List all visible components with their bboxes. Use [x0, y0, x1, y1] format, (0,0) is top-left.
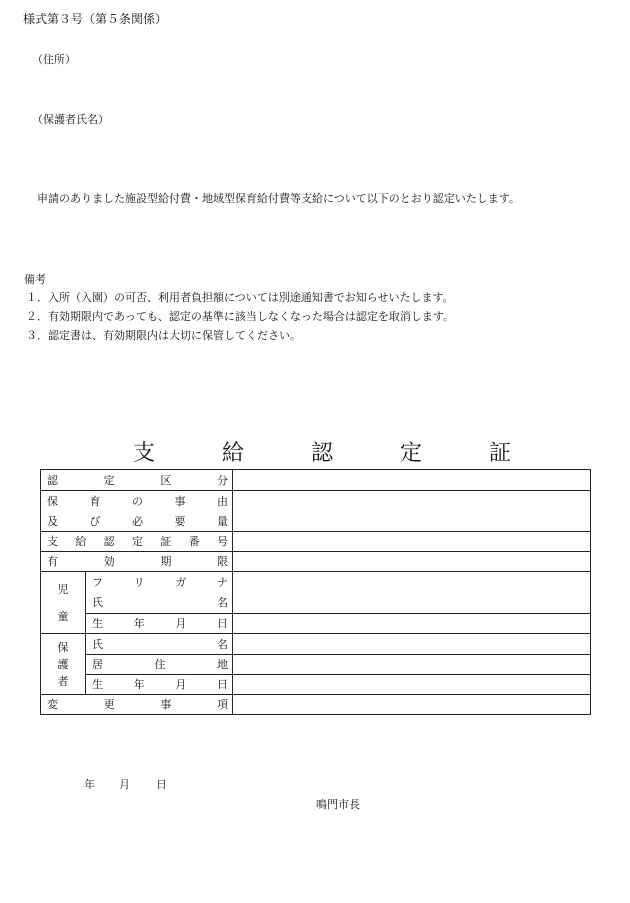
field-label-char: び: [89, 514, 101, 528]
remarks-item: １．入所（入園）の可否、利用者負担額については別途通知書でお知らせいたします。: [26, 291, 454, 304]
validity-period-row: [41, 551, 590, 571]
field-label-char: ガ: [175, 575, 187, 589]
group-label-char: 児: [57, 583, 69, 597]
field-label-char: 名: [217, 596, 228, 610]
field-label: [41, 532, 233, 551]
reason-and-amount-row: [41, 490, 590, 531]
field-label-char: 期: [160, 555, 172, 568]
remarks-list: [26, 292, 454, 349]
field-label-char: 効: [103, 555, 115, 568]
certificate-title-char: 定: [399, 441, 422, 466]
guardian-name-value[interactable]: [233, 634, 590, 654]
field-label: [86, 614, 233, 633]
field-label-char: 区: [160, 473, 172, 487]
field-label-char: 変: [47, 698, 58, 711]
field-label-char: 居: [92, 658, 103, 671]
certificate-title: [132, 436, 512, 466]
remarks-item: ２．有効期限内であっても、認定の基準に該当しなくなった場合は認定を取消します。: [26, 310, 455, 323]
field-label-char: 番: [188, 535, 200, 548]
field-label-char: 認: [103, 535, 115, 548]
group-label-char: 者: [57, 675, 69, 689]
field-label-char: フ: [92, 575, 103, 589]
certification-notice: 申請のありました施設型給付費・地域型保育給付費等支給について以下のとおり認定いたします。: [37, 192, 520, 205]
field-label-char: 住: [154, 658, 166, 671]
field-label-char: 定: [103, 473, 115, 487]
change-items-row: [41, 694, 590, 714]
certificate-title-char: 証: [488, 441, 511, 466]
child-furigana-name-value[interactable]: [233, 572, 590, 613]
child-birthdate-row: [86, 613, 590, 633]
field-label-char: 認: [47, 473, 58, 487]
guardian-address-row: [86, 654, 590, 674]
child-furigana-name-row: [86, 572, 590, 613]
certification-category-value[interactable]: [233, 470, 590, 490]
field-label-char: 要: [174, 514, 186, 528]
field-label-char: 号: [216, 535, 228, 548]
field-label-char: 及: [47, 514, 58, 528]
form-number: 様式第３号（第５条関係）: [23, 12, 168, 26]
field-label: [41, 470, 233, 490]
field-label-char: 証: [160, 535, 172, 548]
issuer-name: 鳴門市長: [316, 798, 360, 811]
field-label-char: 給: [75, 535, 87, 548]
child-birthdate-value[interactable]: [233, 614, 590, 633]
field-label-char: 項: [216, 698, 228, 711]
certification-category-row: [41, 470, 590, 490]
address-label: （住所）: [32, 53, 76, 66]
field-label-line: [92, 679, 228, 690]
field-label-char: 生: [92, 678, 103, 691]
reason-and-amount-value[interactable]: [233, 491, 590, 531]
field-label: [41, 552, 233, 571]
guardian-name-label: （保護者氏名）: [32, 113, 109, 126]
field-label-char: の: [132, 494, 143, 508]
field-label-char: 有: [47, 555, 58, 568]
field-label-char: 限: [216, 555, 228, 568]
certificate-title-char: 認: [310, 441, 333, 466]
guardian-name-row: [86, 634, 590, 654]
field-label-line: [92, 639, 228, 650]
guardian-birthdate-row: [86, 674, 590, 694]
group-label-char: 保: [57, 640, 69, 654]
field-label-char: 必: [132, 514, 143, 528]
field-label-char: 年: [133, 617, 145, 630]
certificate-table: [40, 469, 591, 715]
field-label-line: [47, 475, 228, 486]
field-label-line: [92, 577, 228, 588]
field-label-char: 氏: [92, 637, 103, 651]
field-label-line: [92, 597, 228, 608]
field-label-char: 月: [175, 678, 187, 691]
field-label-char: リ: [133, 575, 145, 589]
field-label-char: 由: [217, 494, 228, 508]
remarks-item: ３．認定書は、有効期限内は大切に保管してください。: [26, 329, 301, 342]
field-label-char: 更: [103, 698, 115, 711]
field-label-char: 名: [217, 637, 228, 651]
field-label-char: 日: [216, 617, 228, 630]
field-label-line: [47, 556, 228, 567]
field-label-char: 支: [47, 535, 58, 548]
group-label-char: 童: [57, 609, 69, 623]
field-label: [41, 491, 233, 531]
field-label: [86, 655, 233, 674]
remarks-title: 備考: [24, 273, 46, 286]
certificate-number-value[interactable]: [233, 532, 590, 551]
field-label-char: 事: [174, 494, 186, 508]
guardian-group: [41, 633, 590, 694]
field-label-char: 日: [216, 678, 228, 691]
field-label-line: [47, 699, 228, 710]
field-label-line: [92, 659, 228, 670]
field-label-line: [47, 516, 228, 527]
field-label: [86, 675, 233, 694]
issue-date: [84, 779, 167, 790]
field-label-line: [47, 496, 228, 507]
field-label: [86, 572, 233, 613]
field-label-line: [92, 618, 228, 629]
field-label-char: 地: [217, 658, 228, 671]
guardian-address-value[interactable]: [233, 655, 590, 674]
field-label-char: 育: [89, 494, 101, 508]
child-group: [41, 571, 590, 633]
field-label-char: 事: [160, 698, 172, 711]
field-label-char: 分: [216, 473, 228, 487]
field-label: [41, 695, 233, 714]
field-label-char: 保: [47, 494, 58, 508]
group-label-char: 護: [57, 657, 69, 671]
field-label-char: 生: [92, 617, 103, 630]
date-month-label: 月: [119, 778, 130, 791]
field-label: [86, 634, 233, 654]
child-group-label: [41, 572, 86, 633]
change-items-value[interactable]: [233, 695, 590, 714]
guardian-birthdate-value[interactable]: [233, 675, 590, 694]
field-label-char: 氏: [92, 596, 103, 610]
validity-period-value[interactable]: [233, 552, 590, 571]
certificate-title-char: 支: [132, 441, 155, 466]
certificate-title-char: 給: [221, 441, 244, 466]
field-label-char: ナ: [216, 575, 228, 589]
field-label-char: 年: [133, 678, 145, 691]
guardian-group-label: [41, 634, 86, 694]
field-label-line: [47, 536, 228, 547]
certificate-number-row: [41, 531, 590, 551]
date-day-label: 日: [156, 778, 167, 791]
field-label-char: 定: [131, 535, 143, 548]
field-label-char: 月: [175, 617, 187, 630]
field-label-char: 量: [217, 514, 228, 528]
date-year-label: 年: [84, 778, 95, 791]
